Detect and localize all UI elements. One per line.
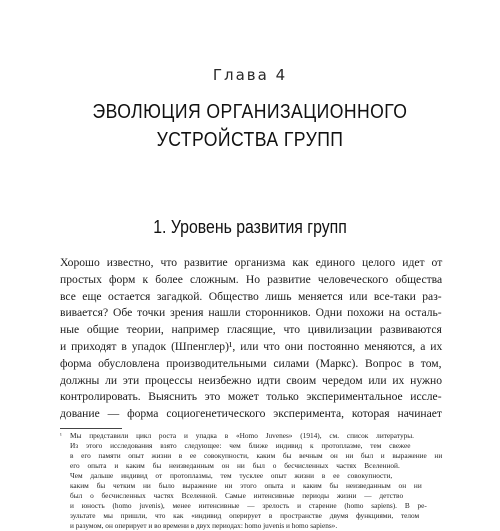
footnote-line: Чем дальше индивид от протоплазмы, тем тусклее опыт жизни в ее совокупности, (70, 471, 393, 480)
footnote-mark: ¹ (60, 433, 62, 439)
body-line: должны ли эти процессы неизбежно идти своим чередом или их нужно (60, 373, 442, 387)
footnote-line: зультате мы пришли, что как «индивид оперирует в пространстве двумя функциями, телом (70, 511, 420, 520)
chapter-title-line: УСТРОЙСТВА ГРУПП (156, 129, 344, 151)
footnote-line: и разумом, он оперирует и во времени в двух периодах: homo juvenis и homo sapiens». (70, 521, 338, 530)
body-line: Хорошо известно, что развитие организма как единого целого идет от (60, 256, 443, 269)
chapter-title (65, 98, 435, 154)
body-line: форма обусловлена производительными силами (Маркс). Вопрос в том, (60, 356, 442, 370)
footnote (60, 431, 442, 531)
body-line: и приходят в упадок (Шпенглер)¹, или что они постоянно меняются, а их (60, 339, 443, 353)
section-title: 1. Уровень развития групп (153, 217, 347, 237)
footnote-line: каким бы четким ни было выражение ни этого опыта и каким бы неизведанным он ни (70, 481, 422, 490)
body-line: простых форм к более сложным. Но развитие человеческого общества (60, 272, 443, 286)
body-line: все еще остается загадкой. Общество лишь меняется или все-таки раз- (60, 289, 442, 303)
footnote-line: его опыта и каким бы неизведанным он ни был о бесчисленных частях Вселенной. (70, 461, 400, 470)
body-line: контролировать. Выяснить это может только экспериментальное иссле- (60, 390, 442, 404)
body-line: дование — форма социогенетического эксперимента, которая начинает (60, 407, 442, 421)
body-text (60, 255, 442, 423)
footnote-line: Мы представили цикл роста и упадка в «Homo Juvenes» (1914), см. список литературы. (70, 431, 414, 440)
chapter-label: Глава 4 (212, 66, 288, 84)
body-line: вивается? Обе точки зрения нашли сторонников. Одни похожи на осталь- (60, 306, 442, 320)
body-line: ные общие теории, например гласящие, что цивилизации развиваются (60, 323, 442, 337)
footnote-text (70, 431, 442, 531)
footnote-line: в его памяти опыт жизни в ее совокупности, каким бы вечным он ни был и выражение ни (70, 451, 443, 460)
footnote-line: и юность (homo juvenis), менее интенсивные — зрелость и старение (homo sapiens). В ре- (70, 501, 427, 510)
chapter-title-line: ЭВОЛЮЦИЯ ОРГАНИЗАЦИОННОГО (92, 101, 408, 123)
footnote-line: Из этого исследования взято следующее: чем ближе индивид к протоплазме, тем свежее (70, 441, 411, 450)
footnote-line: был о бесчисленных частях Вселенной. Самые интенсивные периоды жизни — детство (70, 491, 404, 500)
footnote-divider (60, 428, 122, 429)
